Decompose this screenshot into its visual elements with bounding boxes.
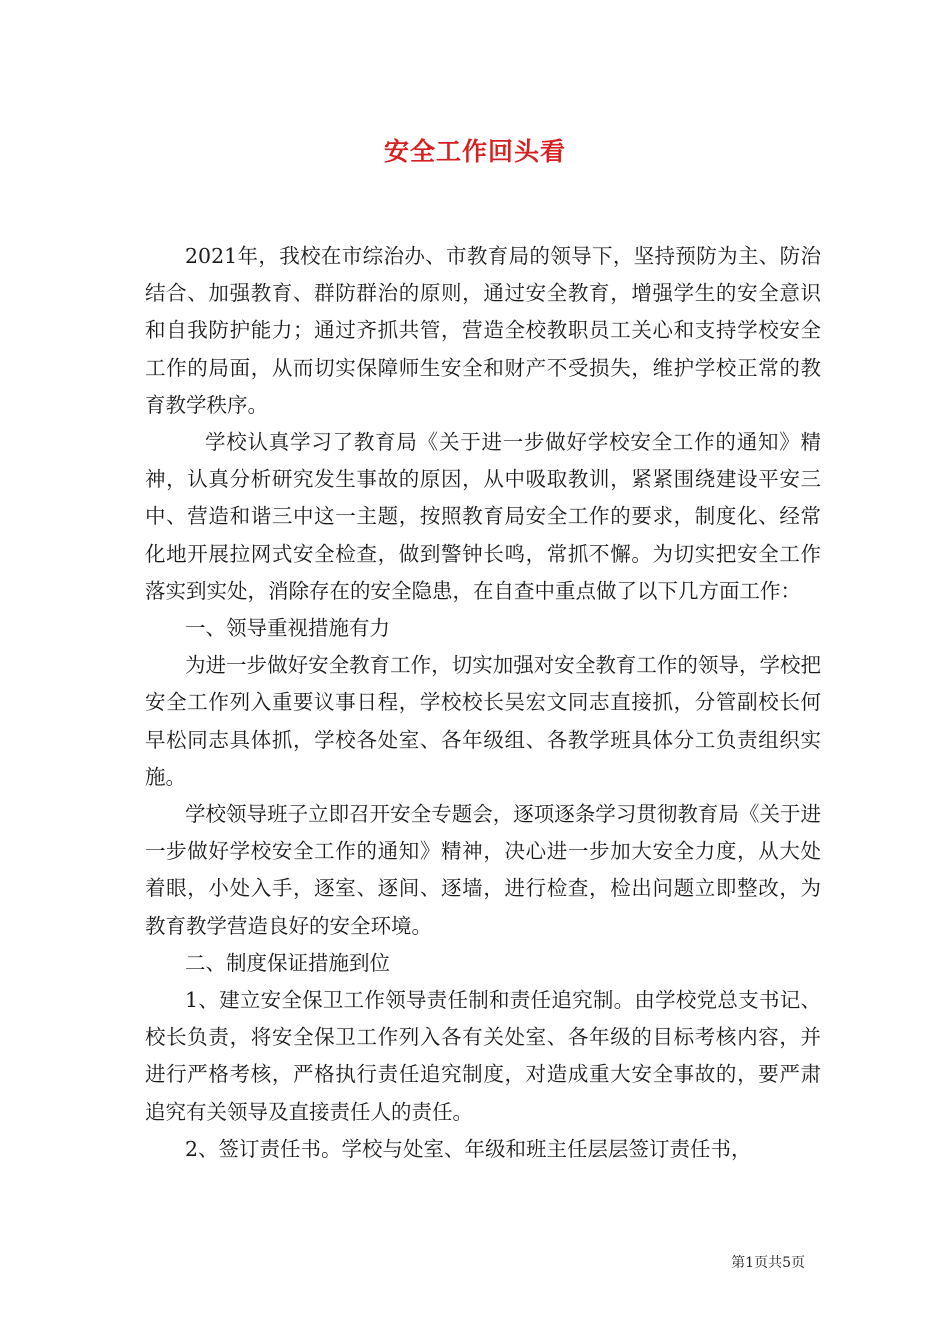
paragraph-meeting: 学校领导班子立即召开安全专题会，逐项逐条学习贯彻教育局《关于进一步做好学校安全工作的通知》精神，决心进一步加大安全力度，从大处着眼，小处入手，逐室、逐间、逐墙，进行检查，检出问题立即整改，为教育教学营造良好的安全环境。 <box>145 802 821 938</box>
paragraph-leadership: 为进一步做好安全教育工作，切实加强对安全教育工作的领导，学校把安全工作列入重要议事日程，学校校长吴宏文同志直接抓，分管副校长何早松同志具体抓，学校各处室、各年级组、各教学班具体分工负责组织实施。 <box>145 653 821 789</box>
section-heading-1: 一、领导重视措施有力 <box>185 616 390 641</box>
paragraph-intro: 2021年，我校在市综治办、市教育局的领导下，坚持预防为主、防治结合、加强教育、群防群治的原则，通过安全教育，增强学生的安全意识和自我防护能力；通过齐抓共管，营造全校教职员工关心和支持学校安全工作的局面，从而切实保障师生安全和财产不受损失，维护学校正常的教育教学秩序。 <box>145 244 821 417</box>
page-title: 安全工作回头看 <box>383 137 566 166</box>
page-number: 第1页共5页 <box>731 1255 805 1271</box>
section-heading-2: 二、制度保证措施到位 <box>185 950 390 975</box>
paragraph-study: 学校认真学习了教育局《关于进一步做好学校安全工作的通知》精神，认真分析研究发生事故的原因，从中吸取教训，紧紧围绕建设平安三中、营造和谐三中这一主题，按照教育局安全工作的要求，制度化、经常化地开展拉网式安全检查，做到警钟长鸣，常抓不懈。为切实把安全工作落实到实处，消除存在的安全隐患，在自查中重点做了以下几方面工作： <box>145 430 821 603</box>
paragraph-item-1: 1、建立安全保卫工作领导责任制和责任追究制。由学校党总支书记、校长负责，将安全保卫工作列入各有关处室、各年级的目标考核内容，并进行严格考核，严格执行责任追究制度，对造成重大安全事故的，要严肃追究有关领导及直接责任人的责任。 <box>145 988 821 1124</box>
document-body <box>145 238 821 1168</box>
paragraph-item-2: 2、签订责任书。学校与处室、年级和班主任层层签订责任书， <box>185 1136 752 1161</box>
